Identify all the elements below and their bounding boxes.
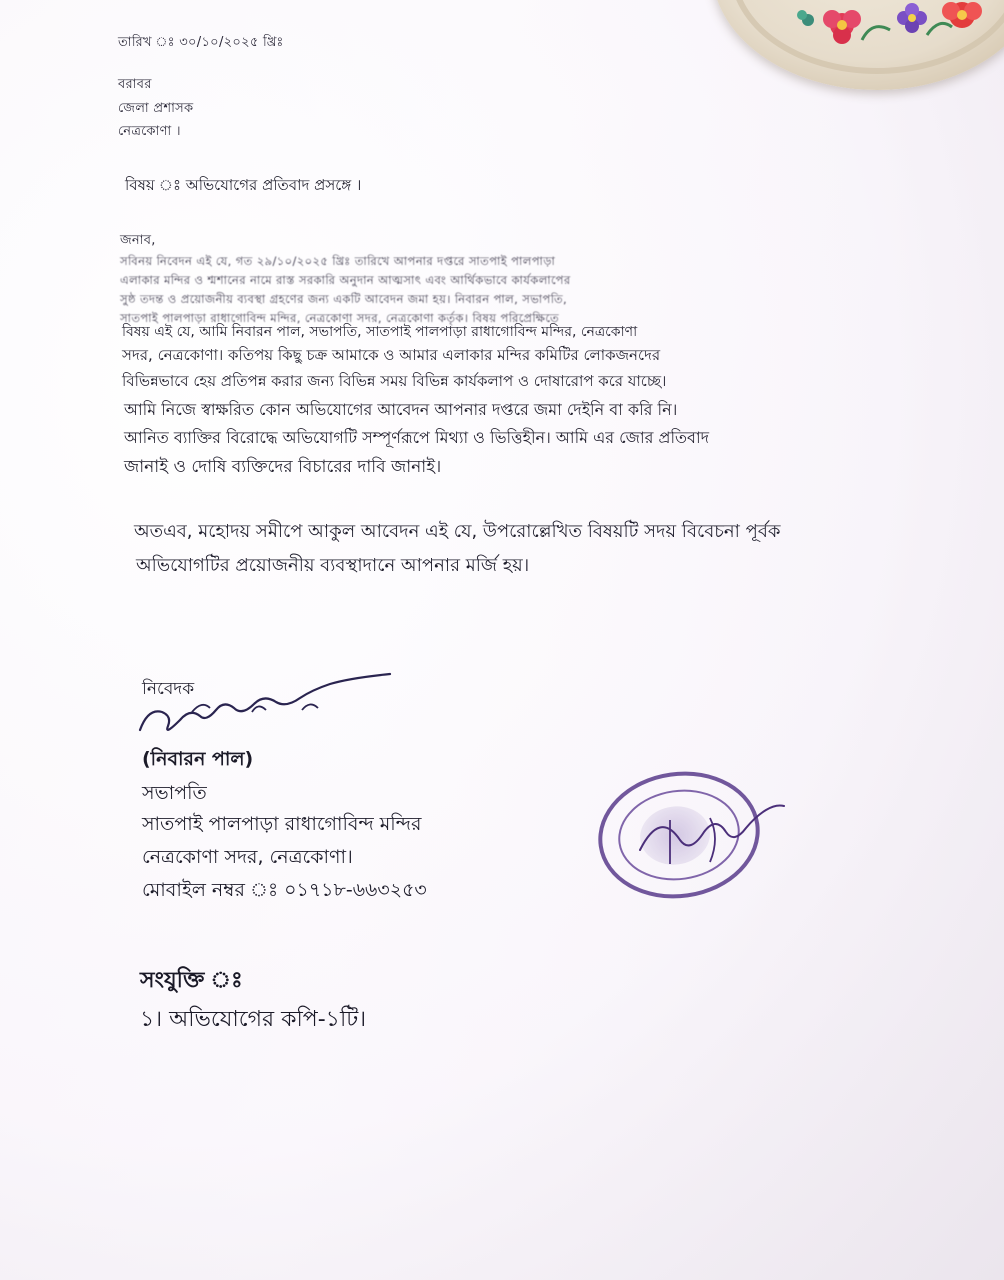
attachment-heading: সংযুক্তি ঃ: [140, 968, 243, 993]
signer-title: সভাপতি: [142, 782, 207, 804]
flower-pattern-icon: [712, 0, 1004, 90]
applicant-label: নিবেদক: [142, 679, 195, 699]
signer-organization: সাতপাই পালপাড়া রাধাগোবিন্দ মন্দির: [142, 813, 422, 835]
faded-line-4: সাতপাই পালপাড়া রাধাগোবিন্দ মন্দির, নেত্রকোণা সদর, নেত্রকোণা কর্তৃক। বিষয় পরিপ্রেক্ষিতে: [120, 311, 559, 325]
salutation: জনাব,: [120, 233, 156, 248]
faded-line-2: এলাকার মন্দির ও শ্মশানের নামে রাস্ত সরকারি অনুদান আত্মসাৎ এবং আর্থিকভাবে কার্যকলাপের: [120, 273, 571, 287]
closing-line-2: অভিযোগটির প্রয়োজনীয় ব্যবস্থাদানে আপনার মর্জি হয়।: [136, 555, 530, 576]
recipient-line-3: নেত্রকোণা ।: [118, 124, 181, 139]
decorative-plate: [712, 0, 1004, 90]
signer-name: (নিবারন পাল): [142, 748, 254, 770]
recipient-line-1: বরাবর: [118, 77, 152, 92]
faded-line-1: সবিনয় নিবেদন এই যে, গত ২৯/১০/২০২৫ খ্রিঃ তারিখে আপনার দপ্তরে সাতপাই পালপাড়া: [120, 254, 556, 268]
attachment-item: ১। অভিযোগের কপি-১টি।: [140, 1007, 367, 1032]
body-line-6: জানাই ও দোষি ব্যক্তিদের বিচারের দাবি জানাই।: [124, 457, 442, 477]
signer-mobile: মোবাইল নম্বর ঃ ০১৭১৮-৬৬৩২৫৩: [142, 879, 427, 901]
faded-line-3: সুষ্ঠ তদন্ত ও প্রয়োজনীয় ব্যবস্থা গ্রহণের জন্য একটি আবেদন জমা হয়। নিবারন পাল, সভাপতি,: [120, 292, 568, 306]
signature-icon: [132, 672, 432, 742]
recipient-line-2: জেলা প্রশাসক: [118, 101, 194, 116]
signer-address: নেত্রকোণা সদর, নেত্রকোণা।: [142, 846, 353, 868]
subject-line: বিষয় ঃ অভিযোগের প্রতিবাদ প্রসঙ্গে ।: [125, 176, 362, 194]
body-line-5: আনিত ব্যাক্তির বিরোদ্ধে অভিযোগটি সম্পূর্ণরূপে মিথ্যা ও ভিত্তিহীন। আমি এর জোর প্রতিবাদ: [124, 428, 709, 447]
body-line-2: সদর, নেত্রকোণা। কতিপয় কিছু চক্র আমাকে ও আমার এলাকার মন্দির কমিটির লোকজনদের: [122, 346, 661, 364]
body-line-1: বিষয় এই যে, আমি নিবারন পাল, সভাপতি, সাতপাই পালপাড়া রাধাগোবিন্দ মন্দির, নেত্রকোণা: [122, 324, 638, 340]
body-line-3: বিভিন্নভাবে হেয় প্রতিপন্ন করার জন্য বিভিন্ন সময় বিভিন্ন কার্যকলাপ ও দোষারোপ করে যাচ্ছে।: [122, 372, 667, 390]
body-line-4: আমি নিজে স্বাক্ষরিত কোন অভিযোগের আবেদন আপনার দপ্তরে জমা দেইনি বা করি নি।: [124, 400, 678, 419]
date-line: তারিখ ঃ ৩০/১০/২০২৫ খ্রিঃ: [118, 35, 284, 50]
closing-line-1: অতএব, মহোদয় সমীপে আকুল আবেদন এই যে, উপরোল্লেখিত বিষয়টি সদয় বিবেচনা পূর্বক: [134, 521, 781, 542]
stamp-signature-icon: [630, 790, 790, 890]
